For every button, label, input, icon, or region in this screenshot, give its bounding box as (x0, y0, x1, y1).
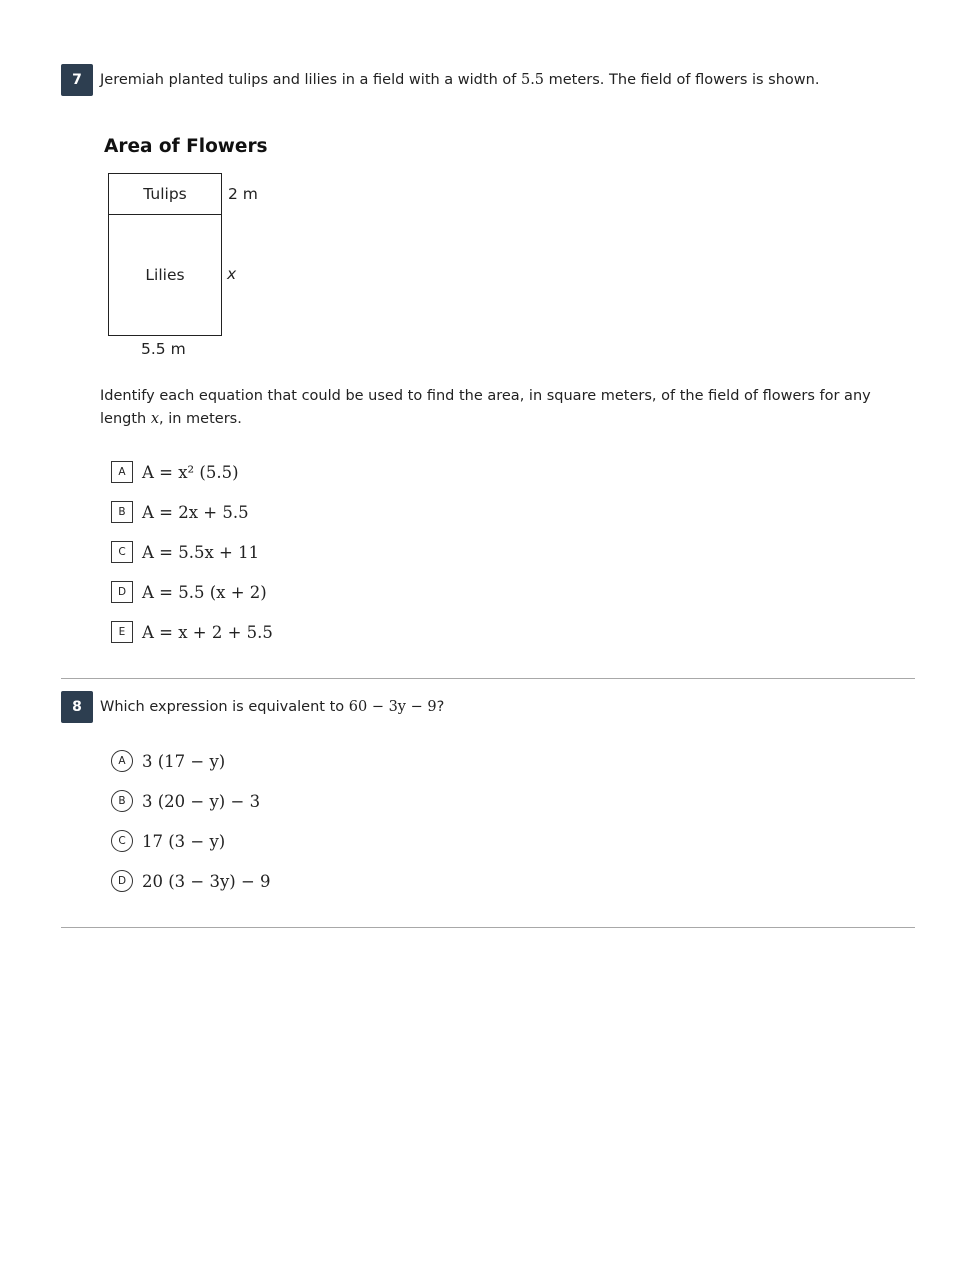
option-a[interactable] (111, 461, 239, 483)
option-e-equation: A = x + 2 + 5.5 (142, 622, 273, 642)
prompt-expression: 60 − 3y − 9 (348, 699, 437, 715)
figure-title: Area of Flowers (104, 136, 268, 157)
prompt-text-end: meters. The field of flowers is shown. (544, 72, 820, 88)
radio-c[interactable]: C (111, 830, 133, 852)
question-instruction (100, 385, 920, 431)
option-a-expression: 3 (17 − y) (142, 751, 226, 771)
checkbox-e[interactable]: E (111, 621, 133, 643)
option-b-expression: 3 (20 − y) − 3 (142, 791, 261, 811)
tulips-length-label: 2 m (228, 185, 258, 203)
lilies-length-label: x (227, 265, 237, 283)
option-c[interactable] (111, 541, 259, 563)
radio-d[interactable]: D (111, 870, 133, 892)
option-d-equation: A = 5.5 (x + 2) (142, 582, 267, 602)
question-number-badge: 8 (61, 691, 93, 723)
option-d-expression: 20 (3 − 3y) − 9 (142, 871, 271, 891)
radio-b[interactable]: B (111, 790, 133, 812)
prompt-width-value: 5.5 (520, 72, 545, 88)
option-c-expression: 17 (3 − y) (142, 831, 226, 851)
checkbox-a[interactable]: A (111, 461, 133, 483)
prompt-text-end: ? (436, 699, 445, 715)
question-prompt (100, 696, 920, 719)
option-c-equation: A = 5.5x + 11 (142, 542, 260, 562)
option-b-equation: A = 2x + 5.5 (142, 502, 249, 522)
radio-a[interactable]: A (111, 750, 133, 772)
option-d[interactable] (111, 581, 267, 603)
checkbox-b[interactable]: B (111, 501, 133, 523)
option-b[interactable] (111, 501, 249, 523)
instruction-variable: x (150, 411, 160, 427)
prompt-text-start: Which expression is equivalent to (100, 699, 349, 715)
question-prompt (100, 69, 920, 92)
question-number-badge: 7 (61, 64, 93, 96)
tulips-label: Tulips (143, 185, 187, 203)
checkbox-c[interactable]: C (111, 541, 133, 563)
lilies-label: Lilies (145, 265, 185, 284)
option-b[interactable] (111, 790, 260, 812)
section-divider (61, 678, 915, 679)
instruction-text-end: , in meters. (159, 411, 242, 427)
lilies-region (108, 214, 222, 336)
field-width-label: 5.5 m (141, 340, 186, 358)
option-e[interactable] (111, 621, 273, 643)
checkbox-d[interactable]: D (111, 581, 133, 603)
option-c[interactable] (111, 830, 225, 852)
tulips-region (108, 173, 222, 215)
option-d[interactable] (111, 870, 271, 892)
option-a[interactable] (111, 750, 225, 772)
prompt-text-start: Jeremiah planted tulips and lilies in a field with a width of (100, 72, 521, 88)
instruction-text-start: Identify each equation that could be used to find the area, in square meters, of the field of flowers for any length (100, 388, 871, 427)
option-a-equation: A = x² (5.5) (142, 462, 239, 482)
section-divider (61, 927, 915, 928)
